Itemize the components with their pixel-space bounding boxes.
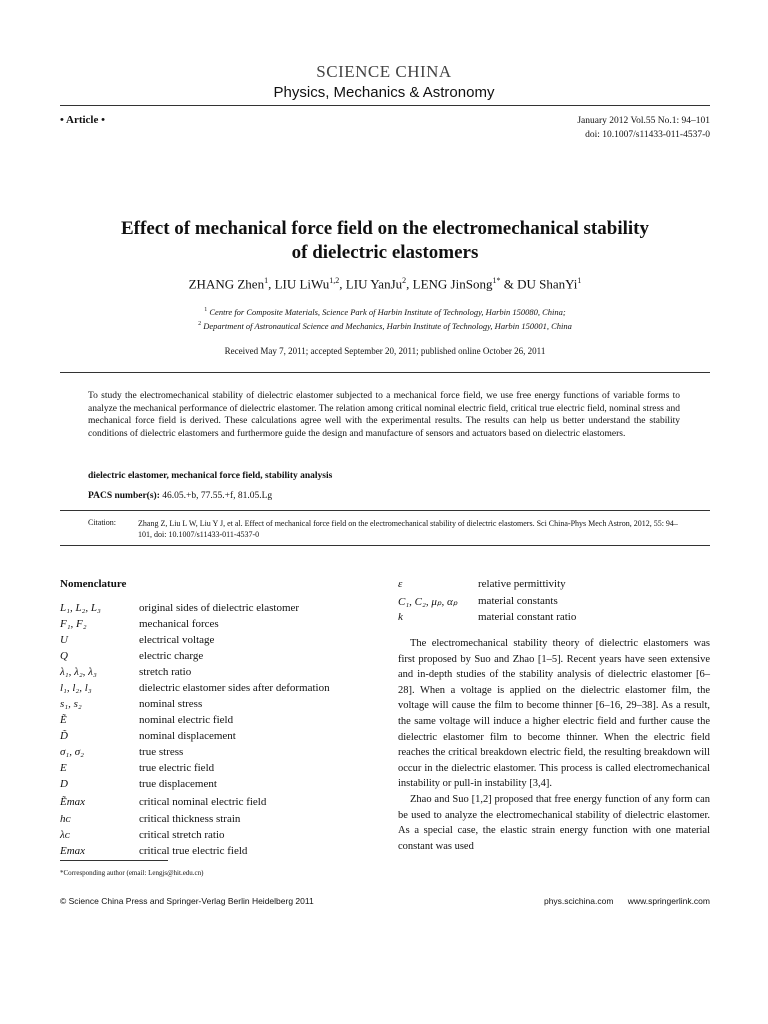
nomenclature-symbol: L₁, L₂, L₃	[60, 602, 101, 614]
nomenclature-definition: electrical voltage	[139, 634, 215, 646]
nomenclature-definition: critical true electric field	[139, 845, 248, 857]
nomenclature-row	[60, 813, 390, 829]
nomenclature-definition: original sides of dielectric elastomer	[139, 602, 300, 614]
nomenclature-definition: material constant ratio	[478, 611, 577, 623]
nomenclature-row	[60, 762, 390, 778]
nomenclature-row	[60, 602, 390, 618]
doi-line: doi: 10.1007/s11433-011-4537-0	[585, 130, 710, 140]
nomenclature-symbol: σ₁, σ₂	[60, 746, 84, 758]
nomenclature-definition: true stress	[139, 746, 184, 758]
affiliation-text: Department of Astronautical Science and Mechanics, Harbin Institute of Technology, Harbin 150001, China	[203, 321, 572, 331]
nomenclature-definition: critical nominal electric field	[139, 796, 267, 808]
nomenclature-row	[60, 618, 390, 634]
nomenclature-row	[398, 611, 713, 627]
body-paragraph: The electromechanical stability theory of dielectric elastomers was first proposed by Suo and Zhao [1–5]. Recent years have seen extensive and in-depth studies of the stability analysis of dielectric elastomer [6–28]. When a voltage is applied on the dielectric elastomer film, the voltage will cause the film to become thinner [6–16, 29–38]. As a result, the same voltage will induce a higher electric field and further cause the dielectric elastomer film to become thinner. When the electric field reaches the critical breakdown electric field, the resulting breakdown will occur in the dielectric elastomer. This process is called electromechanical instability or pull-in instability [3,4].	[398, 638, 710, 790]
keywords: dielectric elastomer, mechanical force field, stability analysis	[88, 471, 333, 481]
affiliation-mark: 2	[198, 321, 202, 328]
article-type-label: • Article •	[60, 114, 105, 126]
nomenclature-definition: material constants	[478, 595, 558, 607]
body-paragraph: Zhao and Suo [1,2] proposed that free energy function of any form can be used to analyze the electromechanical stability of dielectric elastomer. As a special case, the elastic strain energy function with one material constant was used	[398, 793, 710, 852]
nomenclature-row	[60, 778, 390, 794]
nomenclature-row	[60, 682, 390, 698]
author-affiliation-mark: 1	[577, 276, 582, 285]
nomenclature-row	[60, 845, 390, 861]
nomenclature-symbol: Ẽmax	[60, 796, 86, 808]
author-affiliation-mark: 2	[402, 276, 407, 285]
nomenclature-symbol: s₁, s₂	[60, 698, 82, 710]
nomenclature-definition: relative permittivity	[478, 578, 566, 590]
nomenclature-definition: dielectric elastomer sides after deformation	[139, 682, 330, 694]
nomenclature-row	[398, 595, 713, 611]
footer-links	[532, 896, 710, 906]
nomenclature-row	[60, 746, 390, 762]
pacs-numbers	[88, 491, 272, 501]
author-name: LIU YanJu	[345, 276, 403, 292]
journal-subtitle: Physics, Mechanics & Astronomy	[273, 84, 495, 101]
nomenclature-symbol: E	[60, 762, 67, 774]
abstract-top-rule	[60, 372, 710, 373]
nomenclature-definition: stretch ratio	[139, 666, 192, 678]
author-affiliation-mark: 1,2	[329, 276, 340, 285]
issue-info	[577, 114, 710, 142]
nomenclature-definition: critical stretch ratio	[139, 829, 225, 841]
citation-top-rule	[60, 510, 710, 511]
affiliation-mark: 1	[204, 307, 208, 314]
nomenclature-definition: mechanical forces	[139, 618, 219, 630]
journal-site-link[interactable]: phys.scichina.com	[543, 896, 614, 906]
nomenclature-definition: electric charge	[139, 650, 204, 662]
footnote-rule	[60, 860, 168, 861]
footnote: *Corresponding author (email: Lengjs@hit.edu.cn)	[60, 869, 204, 877]
nomenclature-symbol: λᴄ	[60, 829, 70, 841]
journal-name: SCIENCE CHINA	[316, 62, 452, 81]
nomenclature-symbol: λ₁, λ₂, λ₃	[60, 666, 97, 678]
paper-title	[60, 217, 710, 265]
nomenclature-row	[60, 714, 390, 730]
nomenclature-row	[60, 796, 390, 812]
author-list: ZHANG Zhen$^1$, LIU LiWu$^{1,2}$, LIU YanJu$^2$, LENG JinSong$^{1*}$ & DU ShanYi$^1$	[188, 276, 582, 292]
pacs-value: 46.05.+b, 77.55.+f, 81.05.Lg	[159, 491, 273, 501]
nomenclature-symbol: U	[60, 634, 68, 646]
nomenclature-row	[60, 666, 390, 682]
author-name: LIU LiWu	[274, 276, 330, 292]
citation-bottom-rule	[60, 545, 710, 546]
nomenclature-symbol: k	[398, 611, 403, 623]
nomenclature-row	[60, 730, 390, 746]
author-name: ZHANG Zhen	[188, 276, 265, 292]
nomenclature-symbol: D̃	[60, 730, 68, 742]
author-name: LENG JinSong	[412, 276, 493, 292]
nomenclature-row	[60, 650, 390, 666]
affiliation	[60, 321, 710, 331]
author-affiliation-mark: 1	[264, 276, 269, 285]
nomenclature-definition: true electric field	[139, 762, 215, 774]
nomenclature-symbol: F₁, F₂	[60, 618, 87, 630]
nomenclature-row	[60, 829, 390, 845]
pacs-label: PACS number(s):	[88, 491, 160, 501]
nomenclature-symbol: Emax	[60, 845, 86, 857]
nomenclature-symbol: ε	[398, 578, 403, 590]
nomenclature-symbol: D	[60, 778, 68, 790]
author-affiliation-mark: 1*	[492, 276, 501, 285]
received-dates: Received May 7, 2011; accepted September 20, 2011; published online October 26, 2011	[224, 346, 546, 356]
affiliation	[60, 307, 710, 317]
nomenclature-definition: nominal electric field	[139, 714, 234, 726]
nomenclature-row	[60, 698, 390, 714]
nomenclature-symbol: C₁, C₂, μₚ, αₚ	[398, 596, 458, 608]
citation-label: Citation:	[88, 518, 116, 527]
issue-line: January 2012 Vol.55 No.1: 94–101	[577, 116, 710, 126]
nomenclature-symbol: Ẽ	[60, 714, 67, 726]
nomenclature-symbol: l₁, l₂, l₃	[60, 682, 92, 694]
header-rule	[60, 105, 710, 106]
nomenclature-title: Nomenclature	[60, 578, 127, 590]
nomenclature-row	[398, 578, 713, 594]
nomenclature-row	[60, 634, 390, 650]
nomenclature-definition: critical thickness strain	[139, 813, 241, 825]
title-line-2: of dielectric elastomers	[291, 242, 479, 263]
nomenclature-definition: true displacement	[139, 778, 217, 790]
nomenclature-symbol: hᴄ	[60, 813, 71, 825]
affiliation-text: Centre for Composite Materials, Science Park of Harbin Institute of Technology, Harbin 150080, China;	[209, 307, 566, 317]
title-line-1: Effect of mechanical force field on the electromechanical stability	[121, 218, 649, 239]
springerlink-link[interactable]: www.springerlink.com	[627, 896, 710, 906]
nomenclature-definition: nominal stress	[139, 698, 203, 710]
author-name: DU ShanYi	[517, 276, 578, 292]
copyright: © Science China Press and Springer-Verlag Berlin Heidelberg 2011	[60, 896, 314, 906]
abstract: To study the electromechanical stability of dielectric elastomer subjected to a mechanical force field, we use free energy functions of variable forms to analyze the mechanical performance of dielectric elastomer. The relation among critical nominal electric field, critical true electric field, nominal stress and mechanical force field is derived. These calculations agree well with the experimental results. The results can help us better understand the stability conditions of dielectric elastomers and furthermore guide the design and manufacture of sensors and actuators based on dielectric elastomers.	[88, 391, 680, 439]
nomenclature-symbol: Q	[60, 650, 68, 662]
citation-text: Zhang Z, Liu L W, Liu Y J, et al. Effect of mechanical force field on the electromechanical stability of dielectric elastomers. Sci China-Phys Mech Astron, 2012, 55: 94–101, doi: 10.1007/s11433-011-4537-0	[138, 519, 678, 539]
nomenclature-definition: nominal displacement	[139, 730, 236, 742]
body-text	[398, 636, 710, 854]
